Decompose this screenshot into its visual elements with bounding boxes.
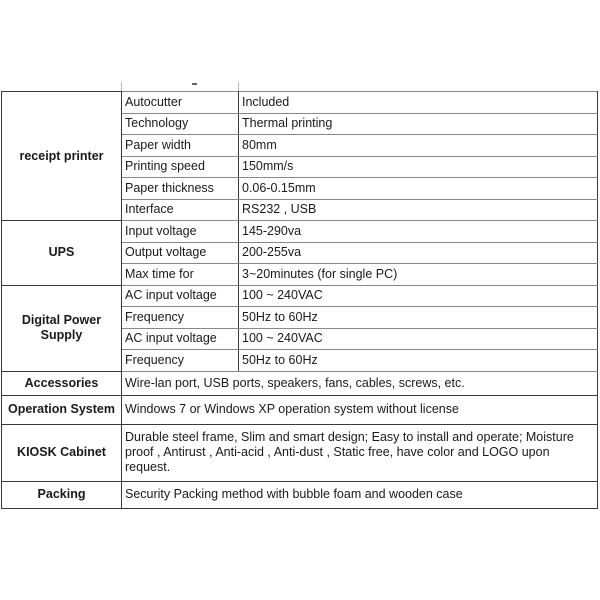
category-ups: UPS <box>2 221 122 286</box>
category-operation-system: Operation System <box>2 395 122 424</box>
spec-label: Autocutter <box>122 92 239 114</box>
specification-table <box>1 91 598 509</box>
spec-value: 3~20minutes (for single PC) <box>239 264 598 286</box>
spec-label-text: Max time for <box>125 266 194 281</box>
spec-label: Input voltage <box>122 221 239 243</box>
spec-label: Technology <box>122 113 239 135</box>
operation-system-value: Windows 7 or Windows XP operation system without license <box>122 395 598 424</box>
spec-value: 50Hz to 60Hz <box>239 350 598 372</box>
category-packing: Packing <box>2 481 122 508</box>
kiosk-cabinet-value: Durable steel frame, Slim and smart design; Easy to install and operate; Moisture proof , Antirust , Anti-acid , Anti-dust , Static free, have color and LOGO upon request. <box>122 424 598 481</box>
spec-value: Included <box>239 92 598 114</box>
table-row <box>2 92 598 114</box>
spec-value: 100 ~ 240VAC <box>239 328 598 350</box>
category-kiosk-cabinet: KIOSK Cabinet <box>2 424 122 481</box>
category-digital-power-supply: Digital Power Supply <box>2 285 122 371</box>
spec-label <box>122 264 239 286</box>
category-receipt-printer: receipt printer <box>2 92 122 221</box>
spec-value: 80mm <box>239 135 598 157</box>
spec-label: Paper thickness <box>122 178 239 200</box>
table-row <box>2 395 598 424</box>
spec-value: 150mm/s <box>239 156 598 178</box>
clipped-column-line <box>238 82 239 91</box>
spec-value: 100 ~ 240VAC <box>239 285 598 307</box>
spec-label: AC input voltage <box>122 285 239 307</box>
packing-value: Security Packing method with bubble foam and wooden case <box>122 481 598 508</box>
spec-label: AC input voltage <box>122 328 239 350</box>
spec-value: RS232 , USB <box>239 199 598 221</box>
spec-label: Frequency <box>122 350 239 372</box>
table-row <box>2 221 598 243</box>
spec-label: Interface <box>122 199 239 221</box>
spec-label: Output voltage <box>122 242 239 264</box>
accessories-value: Wire-lan port, USB ports, speakers, fans, cables, screws, etc. <box>122 371 598 395</box>
table-row <box>2 371 598 395</box>
spec-value: Thermal printing <box>239 113 598 135</box>
spec-value: 50Hz to 60Hz <box>239 307 598 329</box>
spec-label: Frequency <box>122 307 239 329</box>
clipped-text-fragment <box>192 83 197 85</box>
clipped-column-line <box>121 82 122 91</box>
table-row <box>2 424 598 481</box>
spec-label: Printing speed <box>122 156 239 178</box>
category-accessories: Accessories <box>2 371 122 395</box>
spec-value: 0.06-0.15mm <box>239 178 598 200</box>
spec-value: 145-290va <box>239 221 598 243</box>
table-row <box>2 481 598 508</box>
table-row <box>2 285 598 307</box>
spec-label: Paper width <box>122 135 239 157</box>
spec-value: 200-255va <box>239 242 598 264</box>
